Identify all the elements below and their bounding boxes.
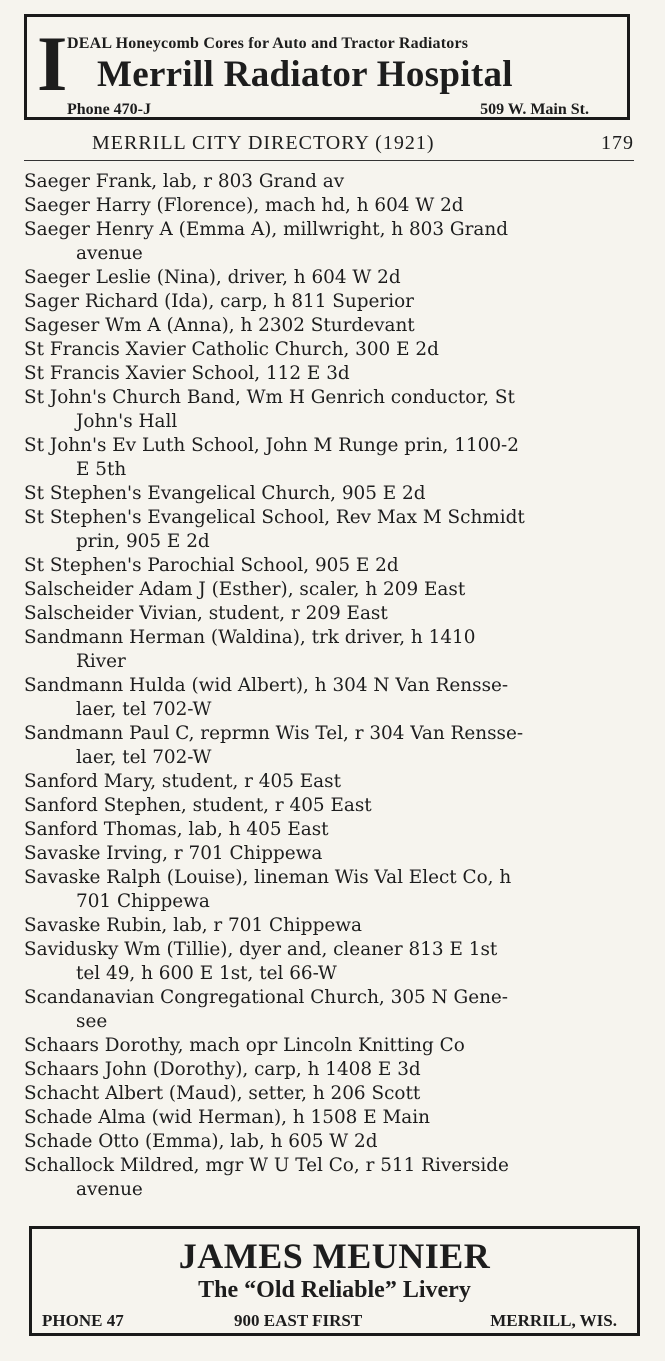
entry-line: Saeger Leslie (Nina), driver, h 604 W 2d xyxy=(24,267,401,288)
ad-tagline: DEAL Honeycomb Cores for Auto and Tractor Radiators xyxy=(67,35,469,52)
entry-line: Savidusky Wm (Tillie), dyer and, cleaner 813 E 1st xyxy=(24,939,498,960)
entry-line: Sandmann Hulda (wid Albert), h 304 N Van Rensse- xyxy=(24,675,509,696)
entry-line: St Stephen's Evangelical School, Rev Max M Schmidt xyxy=(24,507,525,528)
entry-line: Schacht Albert (Maud), setter, h 206 Scott xyxy=(24,1083,421,1104)
entry-continuation: River xyxy=(76,651,126,672)
entry-line: Schaars John (Dorothy), carp, h 1408 E 3d xyxy=(24,1059,421,1080)
directory-entry xyxy=(24,722,637,770)
directory-entry xyxy=(24,434,637,482)
directory-entry xyxy=(24,986,637,1034)
directory-entry xyxy=(24,818,637,842)
entry-line: Sandmann Herman (Waldina), trk driver, h 1410 xyxy=(24,627,476,648)
ad-tagline: The “Old Reliable” Livery xyxy=(198,1277,471,1303)
entry-line: Scandanavian Congregational Church, 305 N Gene- xyxy=(24,987,509,1008)
entry-line: Savaske Irving, r 701 Chippewa xyxy=(24,843,323,864)
directory-entry xyxy=(24,482,637,506)
directory-entry xyxy=(24,626,637,674)
page-number: 179 xyxy=(601,132,634,154)
entry-line: St John's Church Band, Wm H Genrich conductor, St xyxy=(24,387,515,408)
entry-line: St Francis Xavier Catholic Church, 300 E 2d xyxy=(24,339,439,360)
directory-entry xyxy=(24,602,637,626)
directory-entry xyxy=(24,1082,637,1106)
ad-business-name: Merrill Radiator Hospital xyxy=(97,54,513,95)
entry-line: Sanford Stephen, student, r 405 East xyxy=(24,795,372,816)
directory-entry xyxy=(24,1130,637,1154)
ad-address: 509 W. Main St. xyxy=(480,101,589,118)
entry-line: St Stephen's Evangelical Church, 905 E 2d xyxy=(24,483,426,504)
entry-continuation: tel 49, h 600 E 1st, tel 66-W xyxy=(76,963,337,984)
entry-line: Schade Otto (Emma), lab, h 605 W 2d xyxy=(24,1131,378,1152)
entry-line: Sanford Mary, student, r 405 East xyxy=(24,771,341,792)
directory-entry xyxy=(24,794,637,818)
entry-line: Saeger Henry A (Emma A), millwright, h 803 Grand xyxy=(24,219,508,240)
ad-address: 900 EAST FIRST xyxy=(234,1311,363,1330)
directory-entry xyxy=(24,338,637,362)
directory-entry xyxy=(24,1034,637,1058)
entry-line: Salscheider Vivian, student, r 209 East xyxy=(24,603,388,624)
entry-line: Saeger Harry (Florence), mach hd, h 604 W 2d xyxy=(24,195,464,216)
top-advertisement xyxy=(24,14,630,120)
directory-entry xyxy=(24,578,637,602)
entry-line: Schade Alma (wid Herman), h 1508 E Main xyxy=(24,1107,430,1128)
bottom-advertisement xyxy=(29,1226,640,1336)
entry-line: Savaske Rubin, lab, r 701 Chippewa xyxy=(24,915,362,936)
directory-entry xyxy=(24,266,637,290)
directory-entry xyxy=(24,170,637,194)
entry-continuation: see xyxy=(76,1011,108,1032)
entry-continuation: laer, tel 702-W xyxy=(76,699,212,720)
directory-entry xyxy=(24,842,637,866)
ad-city: MERRILL, WIS. xyxy=(490,1311,617,1330)
entry-continuation: John's Hall xyxy=(76,411,178,432)
entry-continuation: prin, 905 E 2d xyxy=(76,531,210,552)
directory-entry xyxy=(24,218,637,266)
ad-phone: PHONE 47 xyxy=(42,1311,124,1330)
entry-line: Sager Richard (Ida), carp, h 811 Superior xyxy=(24,291,414,312)
directory-entry xyxy=(24,386,637,434)
entry-line: Savaske Ralph (Louise), lineman Wis Val Elect Co, h xyxy=(24,867,512,888)
directory-entry xyxy=(24,506,637,554)
entry-continuation: laer, tel 702-W xyxy=(76,747,212,768)
directory-entry xyxy=(24,914,637,938)
directory-listing xyxy=(24,170,637,1202)
running-head xyxy=(24,132,634,161)
directory-entry xyxy=(24,554,637,578)
directory-entry xyxy=(24,290,637,314)
ad-drop-initial: I xyxy=(37,20,68,107)
entry-line: Schallock Mildred, mgr W U Tel Co, r 511 Riverside xyxy=(24,1155,509,1176)
directory-entry xyxy=(24,314,637,338)
directory-entry xyxy=(24,674,637,722)
entry-line: Salscheider Adam J (Esther), scaler, h 209 East xyxy=(24,579,466,600)
directory-entry xyxy=(24,1058,637,1082)
entry-line: Sanford Thomas, lab, h 405 East xyxy=(24,819,329,840)
directory-entry xyxy=(24,1154,637,1202)
directory-entry xyxy=(24,938,637,986)
entry-line: St Francis Xavier School, 112 E 3d xyxy=(24,363,350,384)
entry-line: Sandmann Paul C, reprmn Wis Tel, r 304 Van Rensse- xyxy=(24,723,524,744)
entry-line: St Stephen's Parochial School, 905 E 2d xyxy=(24,555,399,576)
directory-entry xyxy=(24,866,637,914)
ad-business-name: JAMES MEUNIER xyxy=(178,1236,491,1276)
directory-title: MERRILL CITY DIRECTORY (1921) xyxy=(92,132,435,154)
entry-line: Schaars Dorothy, mach opr Lincoln Knitting Co xyxy=(24,1035,465,1056)
entry-continuation: avenue xyxy=(76,1179,143,1200)
entry-line: Saeger Frank, lab, r 803 Grand av xyxy=(24,171,345,192)
directory-entry xyxy=(24,770,637,794)
entry-continuation: E 5th xyxy=(76,459,127,480)
directory-entry xyxy=(24,194,637,218)
entry-continuation: 701 Chippewa xyxy=(76,891,210,912)
entry-line: St John's Ev Luth School, John M Runge prin, 1100-2 xyxy=(24,435,519,456)
entry-line: Sageser Wm A (Anna), h 2302 Sturdevant xyxy=(24,315,415,336)
ad-phone: Phone 470-J xyxy=(67,101,151,118)
entry-continuation: avenue xyxy=(76,243,143,264)
directory-entry xyxy=(24,1106,637,1130)
directory-entry xyxy=(24,362,637,386)
